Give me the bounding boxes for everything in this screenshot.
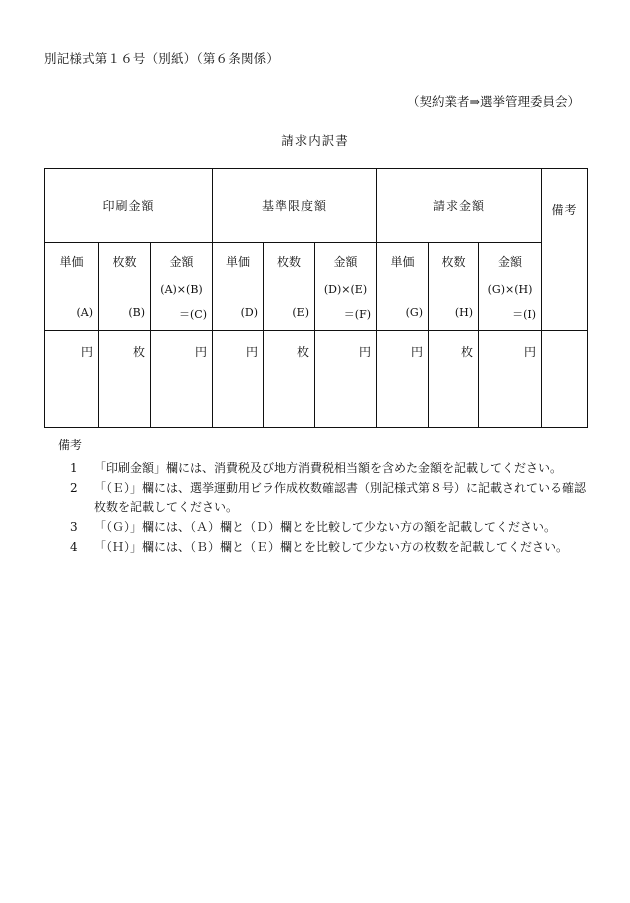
entry-cell[interactable] (429, 331, 479, 428)
unit-label: 円 (194, 345, 207, 359)
column-label: 金額 (169, 255, 194, 269)
column-label: 単価 (390, 255, 415, 269)
column-mark: (D) (240, 306, 258, 319)
unit-label: 円 (245, 345, 258, 359)
form-identifier: 別記様式第１６号（別紙）（第６条関係） (44, 51, 280, 66)
notes-title: 備考 (58, 438, 83, 452)
group-limit-amount: 基準限度額 (213, 169, 377, 243)
column-label: 金額 (498, 255, 523, 269)
column-label: 金額 (333, 255, 358, 269)
notes-section (58, 436, 588, 558)
column-header (213, 243, 264, 331)
unit-label: 円 (359, 345, 372, 359)
note-number: 1 (70, 461, 78, 475)
column-mark: ＝(F) (343, 308, 372, 321)
column-label: 枚数 (112, 255, 137, 269)
unit-label: 円 (80, 345, 93, 359)
column-formula: (G)×(H) (487, 283, 533, 296)
note-text: 「（Ｅ）」欄には、選挙運動用ビラ作成枚数確認書（別記様式第８号）に記載されている確認枚数を記載してください。 (94, 481, 587, 514)
group-claim-amount: 請求金額 (377, 169, 542, 243)
entry-cell[interactable] (315, 331, 377, 428)
remarks-header: 備考 (542, 169, 588, 331)
column-mark: ＝(I) (512, 308, 537, 321)
remarks-entry-cell[interactable] (542, 331, 588, 428)
column-label: 単価 (59, 255, 84, 269)
unit-label: 円 (411, 345, 424, 359)
unit-label: 枚 (132, 345, 145, 359)
column-header (377, 243, 429, 331)
column-header (151, 243, 213, 331)
column-header (429, 243, 479, 331)
column-label: 単価 (225, 255, 250, 269)
column-mark: ＝(C) (179, 308, 207, 321)
document-title: 請求内訳書 (281, 133, 349, 148)
entry-cell[interactable] (377, 331, 429, 428)
note-item (58, 479, 588, 517)
group-print-amount: 印刷金額 (45, 169, 213, 243)
unit-label: 円 (524, 345, 537, 359)
note-number: 3 (70, 520, 78, 534)
column-formula: (A)×(B) (160, 283, 203, 296)
column-mark: (E) (292, 306, 309, 319)
column-mark: (B) (128, 306, 145, 319)
note-item (58, 538, 588, 557)
column-mark: (G) (405, 306, 424, 319)
note-text: 「（Ｈ）」欄には、（Ｂ）欄と（Ｅ）欄とを比較して少ない方の枚数を記載してください。 (94, 540, 569, 554)
note-number: 4 (70, 540, 78, 554)
unit-label: 枚 (461, 345, 474, 359)
entry-cell[interactable] (264, 331, 315, 428)
column-header (45, 243, 99, 331)
note-text: 「印刷金額」欄には、消費税及び地方消費税相当額を含めた金額を記載してください。 (94, 461, 563, 475)
entry-cell[interactable] (151, 331, 213, 428)
column-mark: (A) (76, 306, 93, 319)
note-item (58, 518, 588, 537)
column-header (315, 243, 377, 331)
note-number: 2 (70, 481, 78, 495)
column-label: 枚数 (441, 255, 466, 269)
invoice-breakdown-table (44, 168, 588, 428)
note-item (58, 459, 588, 478)
column-header (99, 243, 151, 331)
entry-cell[interactable] (99, 331, 151, 428)
column-mark: (H) (454, 306, 474, 319)
note-text: 「（Ｇ）」欄には、（Ａ）欄と（Ｄ）欄とを比較して少ない方の額を記載してください。 (94, 520, 557, 534)
data-entry-row (45, 331, 588, 428)
column-formula: (D)×(E) (323, 283, 368, 296)
column-header-row (45, 243, 588, 331)
column-header (264, 243, 315, 331)
entry-cell[interactable] (45, 331, 99, 428)
column-header (479, 243, 542, 331)
entry-cell[interactable] (213, 331, 264, 428)
unit-label: 枚 (296, 345, 309, 359)
submission-route: （契約業者⇒選挙管理委員会） (407, 94, 580, 109)
entry-cell[interactable] (479, 331, 542, 428)
column-label: 枚数 (276, 255, 301, 269)
group-header-row (45, 169, 588, 243)
